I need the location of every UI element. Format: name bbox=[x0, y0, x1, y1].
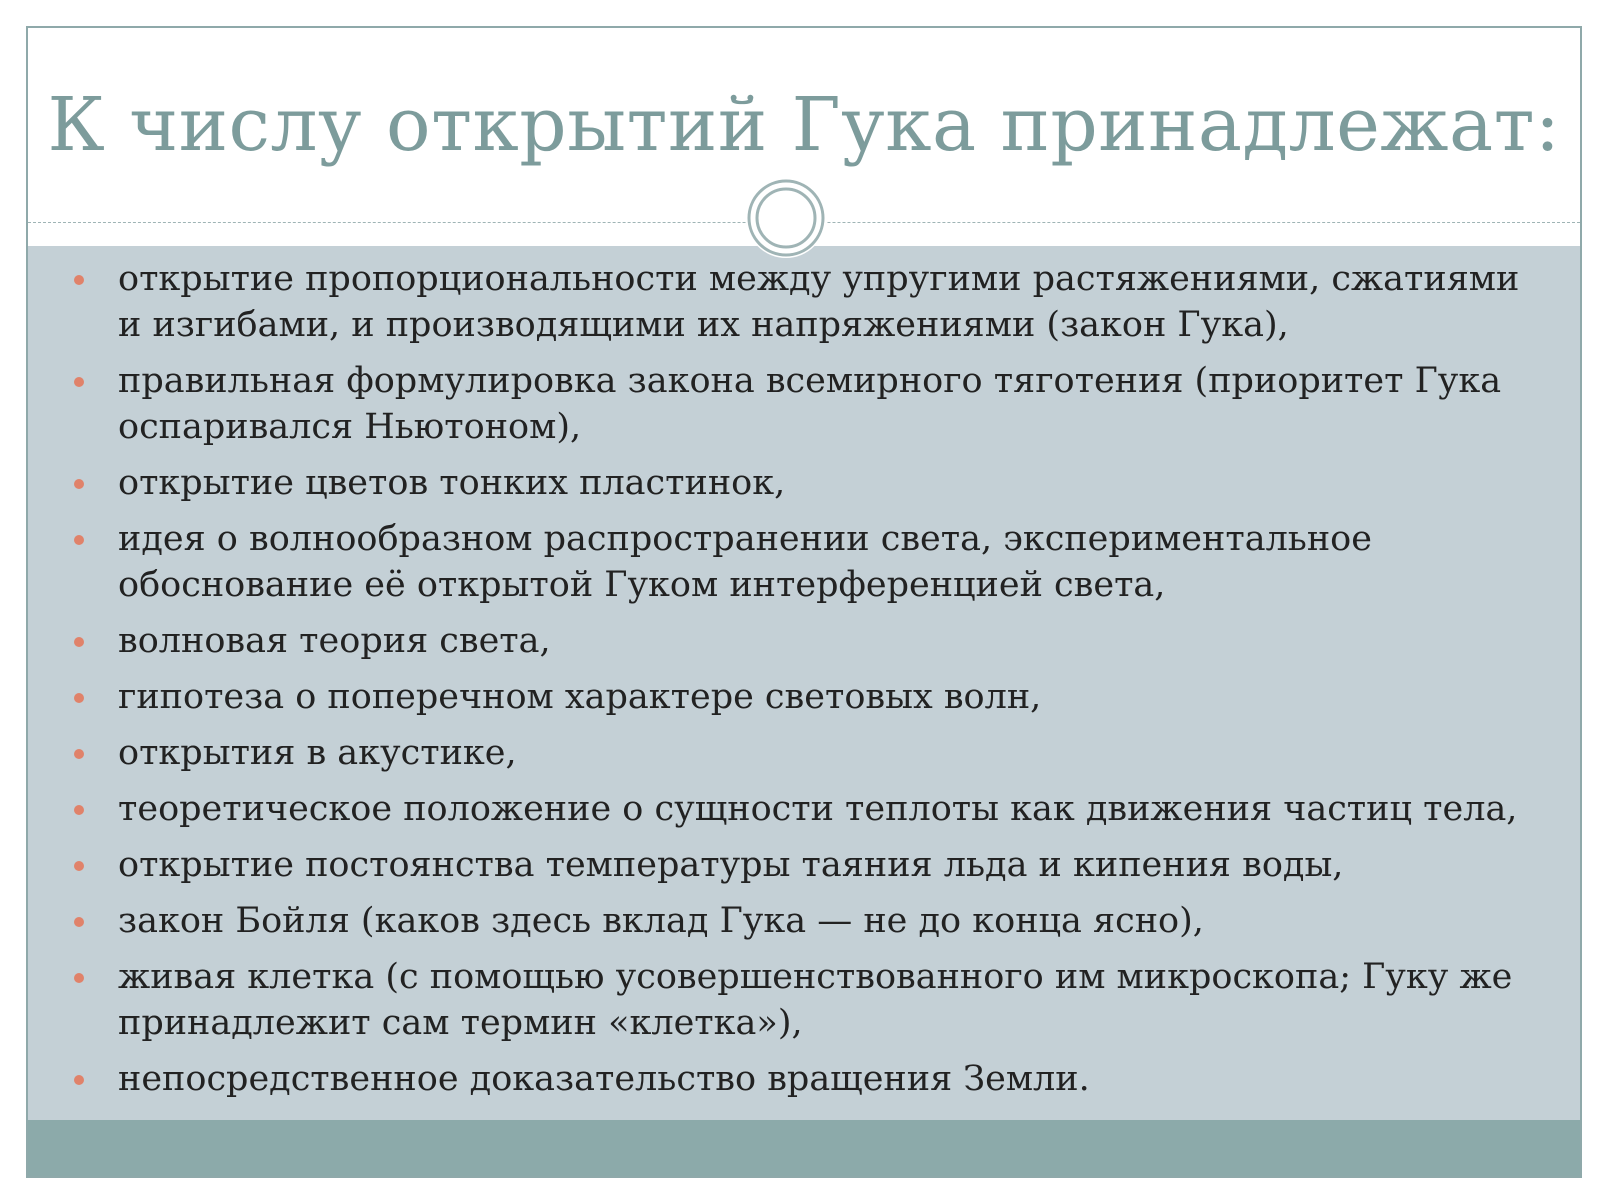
bullet-dot-icon bbox=[74, 805, 84, 815]
bullet-dot-icon bbox=[74, 1075, 84, 1085]
bullet-dot-icon bbox=[74, 637, 84, 647]
list-item bbox=[68, 358, 1548, 450]
list-item-text: непосредственное доказательство вращения Земли. bbox=[118, 1059, 1090, 1099]
slide-title: К числу открытий Гука принадлежат: bbox=[47, 82, 1561, 168]
bullet-dot-icon bbox=[74, 535, 84, 545]
list-item-text: закон Бойля (каков здесь вклад Гука — не до конца ясно), bbox=[118, 901, 1204, 941]
footer-bar bbox=[28, 1120, 1580, 1176]
list-item bbox=[68, 786, 1548, 832]
list-item bbox=[68, 460, 1548, 506]
list-item-text: теоретическое положение о сущности теплоты как движения частиц тела, bbox=[118, 789, 1518, 829]
list-item-text: открытие постоянства температуры таяния льда и кипения воды, bbox=[118, 845, 1344, 885]
list-item-text: гипотеза о поперечном характере световых волн, bbox=[118, 677, 1042, 717]
list-item-text: волновая теория света, bbox=[118, 621, 551, 661]
list-item bbox=[68, 954, 1548, 1046]
bullet-dot-icon bbox=[74, 693, 84, 703]
list-item bbox=[68, 1056, 1548, 1102]
list-item bbox=[68, 674, 1548, 720]
list-item-text: открытия в акустике, bbox=[118, 733, 517, 773]
bullet-dot-icon bbox=[74, 275, 84, 285]
bullet-dot-icon bbox=[74, 749, 84, 759]
list-item bbox=[68, 618, 1548, 664]
list-item-text: открытие цветов тонких пластинок, bbox=[118, 463, 786, 503]
list-item-text: живая клетка (с помощью усовершенствованного им микроскопа; Гуку же принадлежит сам термин «клетка»), bbox=[118, 957, 1513, 1043]
bullet-dot-icon bbox=[74, 479, 84, 489]
list-item-text: открытие пропорциональности между упругими растяжениями, сжатиями и изгибами, и производящими их напряжениями (закон Гука), bbox=[118, 259, 1520, 345]
list-item bbox=[68, 898, 1548, 944]
bullet-dot-icon bbox=[74, 861, 84, 871]
bullet-dot-icon bbox=[74, 377, 84, 387]
list-item-text: правильная формулировка закона всемирного тяготения (приоритет Гука оспаривался Ньютоном), bbox=[118, 361, 1502, 447]
list-item bbox=[68, 730, 1548, 776]
bullet-list bbox=[68, 256, 1548, 1112]
list-item bbox=[68, 516, 1548, 608]
bullet-dot-icon bbox=[74, 973, 84, 983]
slide bbox=[26, 26, 1582, 1178]
list-item bbox=[68, 842, 1548, 888]
bullet-dot-icon bbox=[74, 917, 84, 927]
double-ring-icon bbox=[746, 178, 826, 258]
list-item-text: идея о волнообразном распространении света, экспериментальное обоснование её открытой Гуком интерференцией света, bbox=[118, 519, 1372, 605]
list-item bbox=[68, 256, 1548, 348]
